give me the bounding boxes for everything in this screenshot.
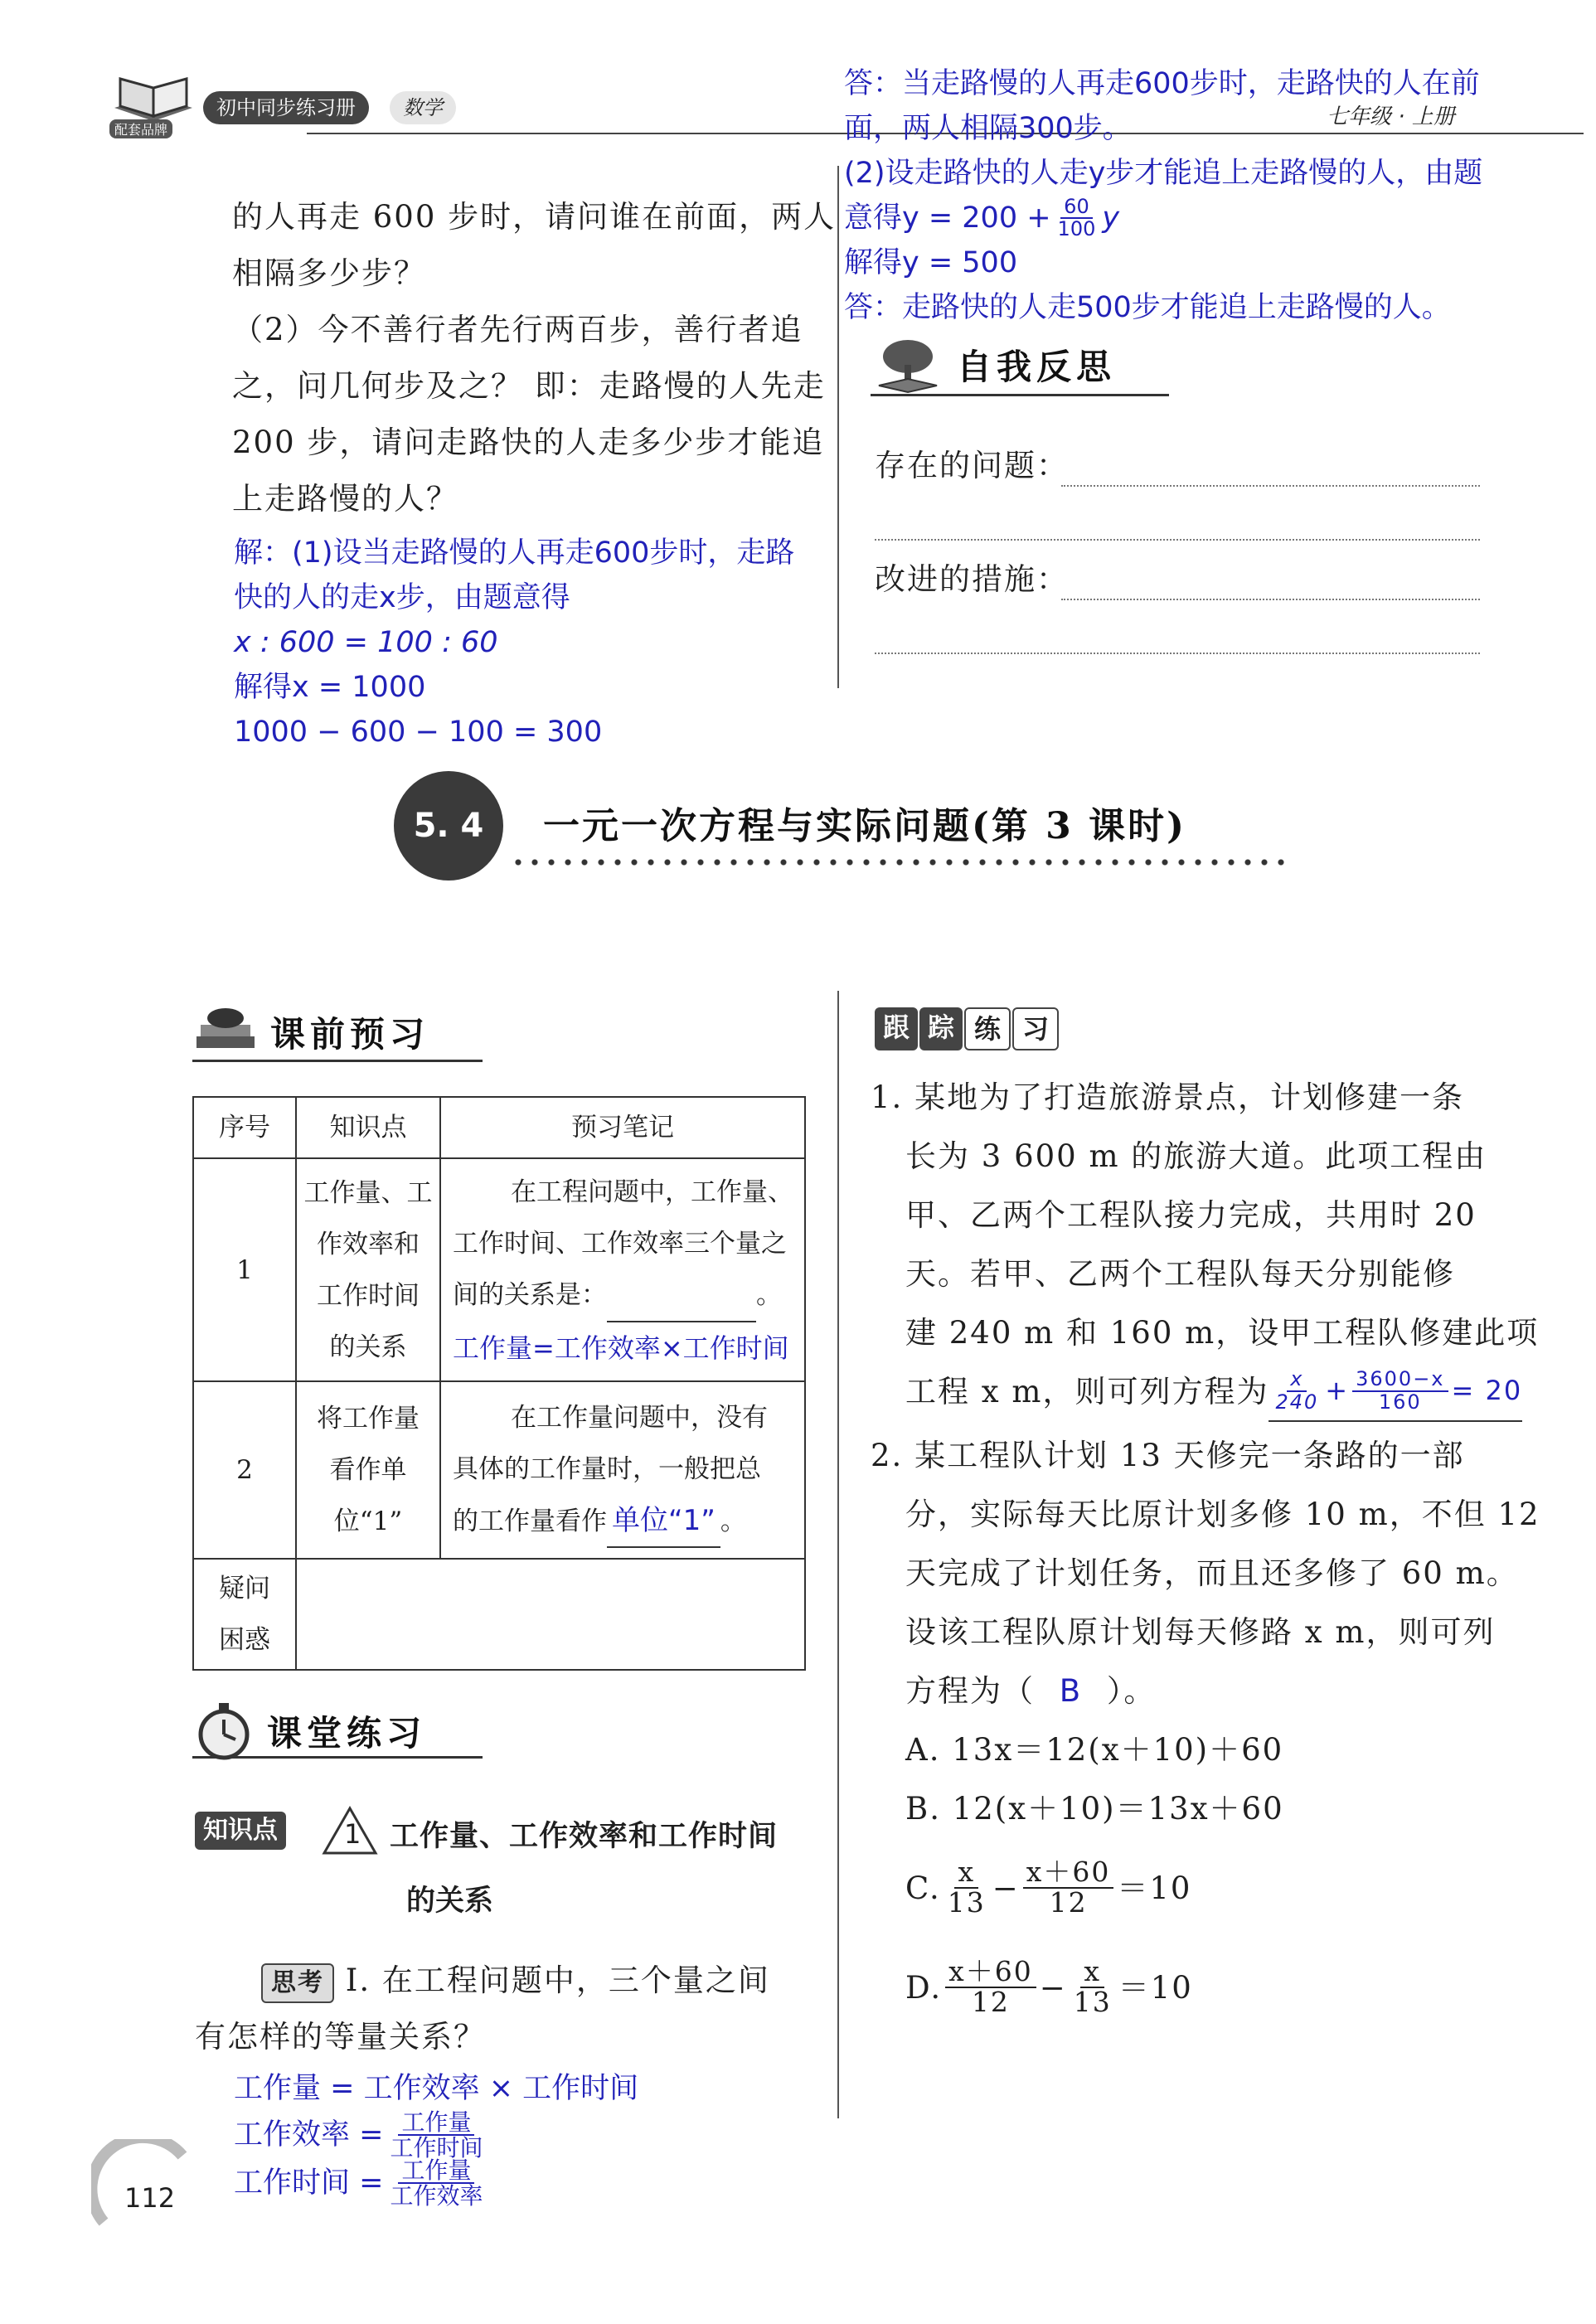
solution-line: 解：(1)设当走路慢的人再走600步时，走路 — [234, 536, 795, 570]
table-row — [193, 1559, 805, 1670]
section-number: 5. 4 — [394, 771, 503, 881]
fraction-numerator: x＋60 — [1023, 1858, 1114, 1889]
answer-fraction — [1352, 1369, 1448, 1412]
tracking-char: 练 — [964, 1007, 1011, 1050]
question-1 — [871, 1068, 1550, 1421]
logo-caption: 配套品牌 — [109, 119, 172, 138]
upper-column-divider — [837, 166, 839, 688]
issues-label: 存在的问题： — [875, 448, 1069, 483]
answer-fraction — [1272, 1369, 1322, 1412]
equation-line — [844, 196, 1574, 240]
option-c — [871, 1838, 1550, 1938]
table-header-row — [193, 1097, 805, 1158]
header-cell: 预习笔记 — [440, 1097, 805, 1158]
label-line: 困惑 — [219, 1625, 270, 1655]
think-line-2: 有怎样的等量关系？ — [195, 2019, 486, 2055]
note-line: 在工程问题中，工作量、 — [511, 1177, 793, 1207]
topic-line: 将工作量 — [317, 1404, 420, 1434]
tracking-char: 跟 — [875, 1007, 918, 1050]
equation-suffix: y — [1102, 201, 1120, 235]
q2-last-line — [871, 1662, 1550, 1720]
q2-text-end: ）。 — [1106, 1673, 1157, 1709]
q2-line: 天完成了计划任务，而且还多修了 60 m。 — [905, 1555, 1519, 1591]
preview-title: 课前预习 — [270, 1014, 430, 1055]
measures-line-1 — [1061, 599, 1480, 600]
fraction-denominator: 12 — [971, 1986, 1010, 2018]
note-text: 的工作量看作 — [453, 1506, 607, 1536]
note-answer: 单位“1” — [607, 1495, 720, 1548]
answer-line: (2)设走路快的人走y步才能追上走路慢的人，由题 — [844, 157, 1483, 190]
fraction-numerator: x — [954, 1858, 978, 1889]
table-row — [193, 1381, 805, 1559]
preview-underline — [192, 1060, 483, 1062]
q2-text: 方程为（ — [905, 1673, 1035, 1709]
q1-text: 工程 x m，则可列方程为 — [905, 1374, 1269, 1409]
note-answer: 工作量=工作效率×工作时间 — [453, 1332, 789, 1364]
think-line-1 — [195, 1953, 825, 2009]
option-minus: − — [992, 1870, 1020, 1906]
knowledge-point-number: 1 — [344, 1818, 361, 1850]
fraction-denominator: 13 — [1073, 1986, 1112, 2018]
option-fraction — [1070, 1955, 1115, 2018]
option-d — [871, 1938, 1550, 2037]
row-note — [440, 1381, 805, 1559]
equation-fraction — [1055, 196, 1099, 240]
stacked-books-icon — [192, 1003, 259, 1061]
option-label: C. — [905, 1870, 941, 1906]
tracking-char: 踪 — [919, 1007, 963, 1050]
classroom-heading — [192, 1700, 426, 1763]
problem-line: 上走路慢的人？ — [232, 481, 458, 517]
topic-line: 的关系 — [329, 1332, 407, 1362]
problem-line: （2）今不善行者先行两百步，善行者追 — [232, 312, 803, 347]
problem-line: 的人再走 600 步时，请问谁在前面，两人 — [232, 199, 837, 235]
answer-equals: = 20 — [1451, 1375, 1523, 1406]
note-text: 间的关系是： — [453, 1279, 607, 1310]
topic-line: 工作时间 — [317, 1280, 420, 1311]
row-note — [440, 1158, 805, 1381]
row-number: 2 — [193, 1381, 296, 1559]
note-line — [453, 1495, 803, 1548]
preview-table — [192, 1096, 806, 1671]
formula-efficiency — [234, 2108, 638, 2161]
option-fraction — [1023, 1858, 1114, 1917]
upper-left-problem — [232, 189, 846, 527]
section-dot-rule — [510, 857, 1289, 867]
knowledge-point-tag: 知识点 — [195, 1812, 286, 1850]
table-row — [193, 1158, 805, 1381]
equation-prefix: 意得y = 200 + — [844, 201, 1051, 235]
formula-label: 工作时间 = — [234, 2166, 384, 2200]
option-label: D. — [905, 1969, 943, 2006]
formula-fraction — [386, 2158, 486, 2209]
header-cell: 知识点 — [296, 1097, 440, 1158]
lower-column-divider — [837, 991, 839, 2118]
fraction-denominator: 12 — [1049, 1886, 1088, 1919]
topic-line: 工作量、工 — [303, 1177, 433, 1208]
option-equals: ＝10 — [1118, 1969, 1193, 2006]
formula-work: 工作量 = 工作效率 × 工作时间 — [234, 2072, 639, 2105]
think-question — [195, 1953, 825, 2065]
tracking-heading — [875, 1007, 1059, 1050]
problem-line: 200 步，请问走路快的人走多少步才能追 — [232, 425, 825, 460]
think-answers — [234, 2066, 639, 2210]
think-tag: 思考 — [261, 1963, 334, 2003]
q1-answer — [1269, 1361, 1522, 1422]
page-number: 112 — [124, 2182, 176, 2214]
solution-line: x : 600 = 100 : 60 — [234, 626, 498, 659]
note-line: 间的关系是： 。 — [453, 1269, 803, 1322]
issues-line-2 — [875, 539, 1480, 541]
reflection-heading — [871, 336, 1116, 394]
fraction-denominator: 100 — [1057, 217, 1096, 240]
classroom-underline — [192, 1756, 483, 1759]
topic-line: 看作单 — [329, 1455, 407, 1485]
formula-label: 工作效率 = — [234, 2118, 384, 2152]
note-line: 具体的工作量时，一般把总 — [453, 1454, 761, 1484]
tree-book-icon — [871, 336, 945, 394]
fraction-denominator: 工作时间 — [390, 2134, 483, 2161]
fraction-numerator: 工作量 — [398, 2110, 474, 2136]
header-cell: 序号 — [193, 1097, 296, 1158]
upper-right-answers — [844, 61, 1574, 330]
answer-plus: + — [1325, 1375, 1350, 1406]
option-fraction — [944, 1858, 989, 1917]
fraction-denominator: 工作效率 — [390, 2182, 483, 2210]
q1-line: 天。若甲、乙两个工程队每天分别能修 — [905, 1256, 1455, 1292]
section-title: 一元一次方程与实际问题(第 3 课时) — [543, 805, 1186, 847]
solution-line: 快的人的走x步，由题意得 — [234, 581, 570, 614]
problem-line: 相隔多少步？ — [232, 255, 426, 291]
row-topic — [296, 1158, 440, 1381]
solution-line: 1000 − 600 − 100 = 300 — [234, 716, 603, 749]
note-line: 在工作量问题中，没有 — [511, 1403, 768, 1433]
q1-line: 甲、乙两个工程队接力完成，共用时 20 — [905, 1197, 1477, 1233]
topic-line: 位“1” — [333, 1506, 403, 1536]
row-number: 1 — [193, 1158, 296, 1381]
fraction-denominator: 240 — [1275, 1390, 1319, 1414]
fraction-numerator: x — [1080, 1958, 1104, 1988]
series-title: 初中同步练习册 — [203, 91, 369, 124]
fraction-numerator: 工作量 — [398, 2158, 474, 2184]
reflection-underline — [871, 394, 1169, 396]
classroom-title: 课堂练习 — [267, 1713, 427, 1754]
q1-last-line — [871, 1362, 1550, 1421]
option-minus: − — [1039, 1969, 1067, 2006]
measures-line-2 — [875, 653, 1480, 654]
issues-line-1 — [1061, 485, 1480, 487]
formula-time — [234, 2156, 638, 2210]
option-a: A. 13x＝12(x＋10)＋60 — [905, 1732, 1284, 1768]
question-text: Ⅰ. 在工程问题中，三个量之间 — [345, 1963, 770, 1998]
tracking-char: 习 — [1012, 1007, 1059, 1050]
fraction-numerator: x — [1287, 1369, 1307, 1391]
fraction-numerator: 3600−x — [1352, 1369, 1448, 1391]
note-line: 工作时间、工作效率三个量之 — [453, 1228, 787, 1259]
knowledge-point — [195, 1812, 825, 1918]
grade-label: 七年级 · 上册 — [1327, 104, 1455, 129]
q2-line: 分，实际每天比原计划多修 10 m，不但 12 — [905, 1497, 1540, 1532]
final-answer-line: 答：走路快的人走500步才能追上走路慢的人。 — [844, 291, 1451, 324]
reflection-title: 自我反思 — [957, 347, 1117, 387]
q1-line: 1. 某地为了打造旅游景点，计划修建一条 — [871, 1080, 1465, 1115]
q2-line: 设该工程队原计划每天修路 x m，则可列 — [905, 1614, 1496, 1650]
option-fraction — [945, 1955, 1036, 2018]
knowledge-point-title-2: 的关系 — [406, 1885, 494, 1918]
problem-line: 之，问几何步及之？ 即：走路慢的人先走 — [232, 368, 826, 404]
q1-line: 建 240 m 和 160 m，设甲工程队修建此项 — [905, 1315, 1540, 1351]
option-equals: ＝10 — [1117, 1870, 1192, 1906]
formula-fraction — [386, 2110, 486, 2161]
fraction-denominator: 13 — [947, 1886, 986, 1919]
row-topic — [296, 1381, 440, 1559]
measures-label: 改进的措施： — [875, 561, 1069, 597]
note-blank — [607, 1269, 756, 1322]
question-2 — [871, 1426, 1550, 2037]
upper-left-solution — [234, 531, 847, 754]
solve-line: 解得y = 500 — [844, 246, 1018, 279]
note-end: 。 — [720, 1506, 746, 1536]
fraction-numerator: 60 — [1060, 196, 1093, 219]
solution-line: 解得x = 1000 — [234, 671, 426, 704]
subject-label: 数学 — [390, 91, 456, 124]
label-line: 疑问 — [219, 1574, 270, 1604]
option-b: B. 12(x＋10)＝13x＋60 — [905, 1791, 1284, 1827]
topic-line: 作效率和 — [317, 1229, 420, 1259]
q2-line: 2. 某工程队计划 13 天修完一条路的一部 — [871, 1438, 1465, 1473]
knowledge-point-title-1: 工作量、工作效率和工作时间 — [390, 1820, 779, 1853]
row-label — [193, 1559, 296, 1670]
preview-heading — [192, 1003, 429, 1061]
q2-answer: B — [1059, 1673, 1083, 1709]
fraction-denominator: 160 — [1378, 1390, 1422, 1414]
stopwatch-icon — [192, 1700, 255, 1763]
answer-line: 答：当走路慢的人再走600步时，走路快的人在前 — [844, 67, 1480, 100]
section-banner — [394, 771, 1289, 887]
fraction-numerator: x＋60 — [945, 1958, 1036, 1988]
q1-line: 长为 3 600 m 的旅游大道。此项工程由 — [905, 1138, 1487, 1174]
row-empty — [296, 1559, 805, 1670]
answer-line: 面，两人相隔300步。 — [844, 112, 1132, 145]
